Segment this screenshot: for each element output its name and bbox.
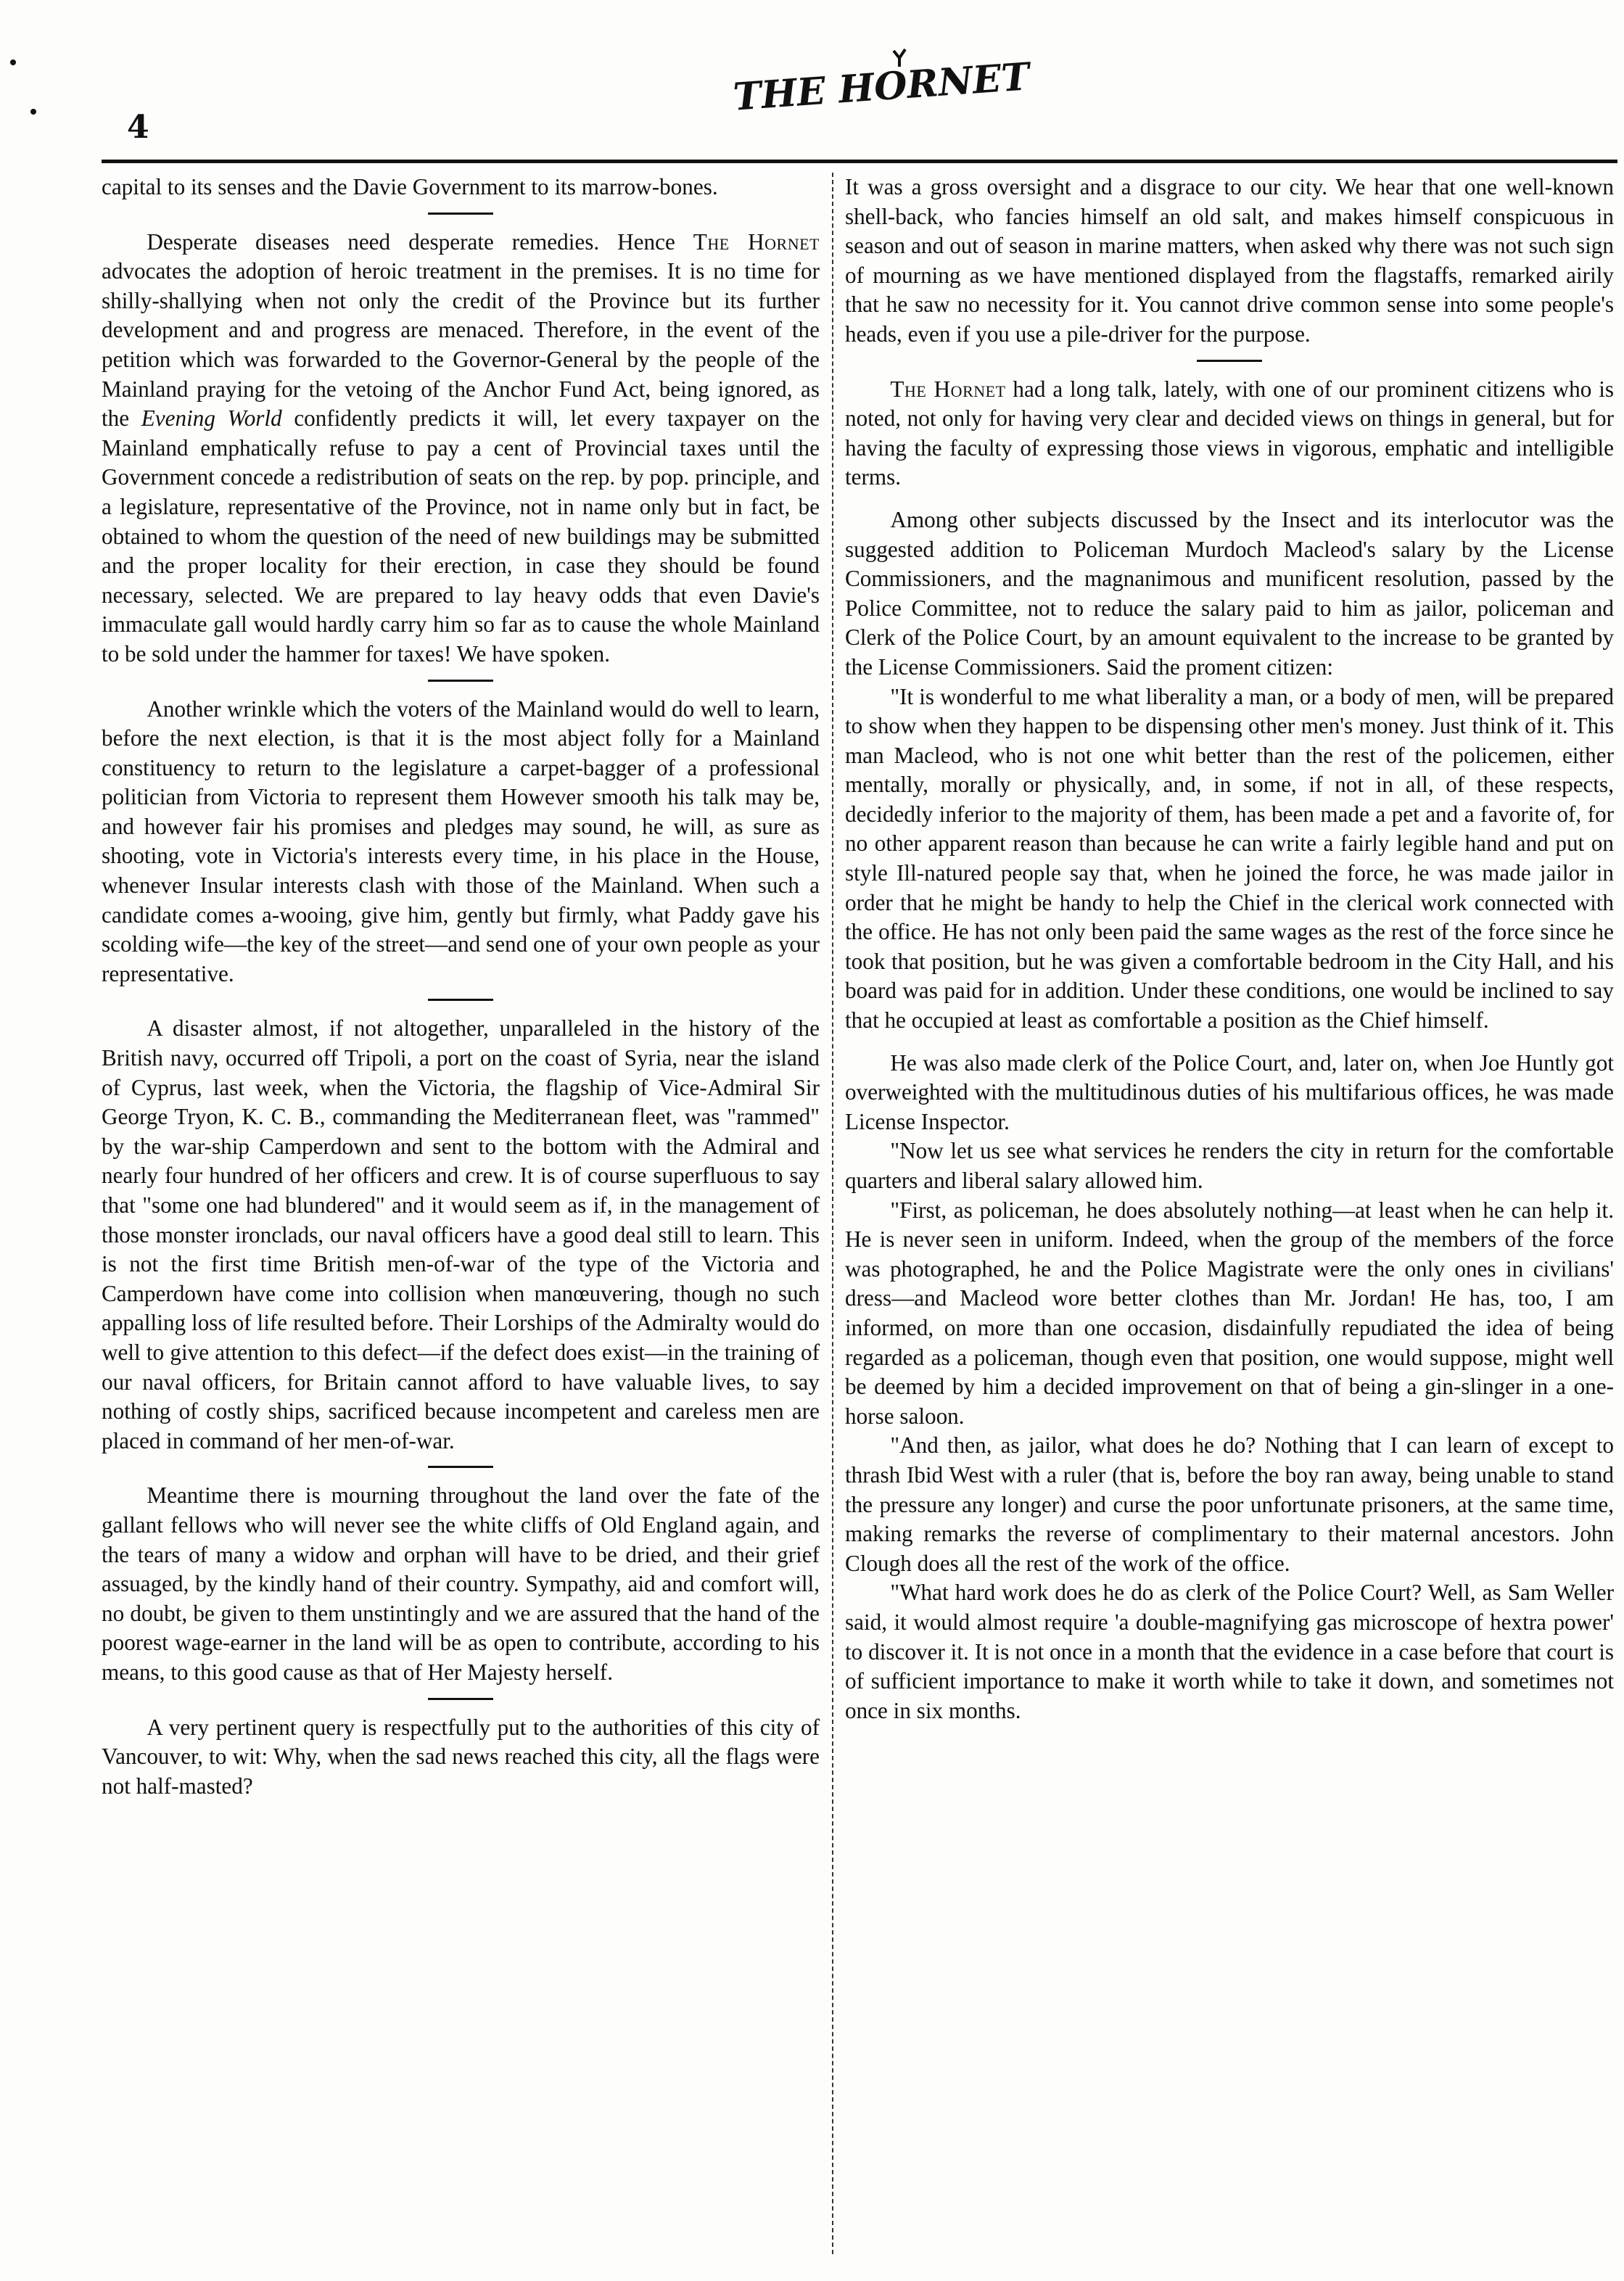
paragraph: Another wrinkle which the voters of the Mainland would do well to learn, before the next election, is that it is the most abject folly for a Mainland constituency to return to the legislature a carpet-bagger of a professional politician from Victoria to represent them However smooth his talk may be, and however fair his promises and pledges may sound, he will, as sure as shooting, vote in Victoria's interests every time, in his place in the House, whenever Insular interests clash with those of the Mainland. When such a candidate comes a-wooing, give him, gently but firmly, what Paddy gave his scolding wife—the key of the street—and send one of your own people as your representative. xyxy=(102,696,820,986)
left-column xyxy=(102,173,820,1801)
newspaper-title: Evening World xyxy=(141,405,282,432)
paragraph: It was a gross oversight and a disgrace to our city. We hear that one well-known shell-back, who fancies himself an old salt, and makes himself conspicuous in season and out of season in marine matters, when asked why there was not such sign of mourning as we have mentioned displayed from the flagstaffs, remarked airily that he saw no necessity for it. You cannot drive common sense into some people's heads, even if you use a pile-driver for the purpose. xyxy=(845,174,1614,347)
section-separator xyxy=(428,213,493,215)
svg-text:THE HORNET xyxy=(732,54,1034,120)
section-separator xyxy=(428,680,493,682)
paragraph: "First, as policeman, he does absolutely nothing—at least when he can help it. He is never seen in uniform. Indeed, when the group of the members of the force was photographed, he and the Police Magistrate were the only ones in civilians' dress—and Macleod wore better clothes than Mr. Jordan! He has, too, I am informed, on more than one occasion, disdainfully repudiated the idea of being regarded as a policeman, though even that position, one would suppose, might well be deemed by him a decided improvement on that of being a gin-slinger in a one-horse saloon. xyxy=(845,1197,1614,1429)
section-separator xyxy=(428,1466,493,1468)
paragraph: "And then, as jailor, what does he do? Nothing that I can learn of except to thrash Ibid West with a ruler (that is, before the boy ran away, being unable to stand the pressure any longer) and curse the poor unfortunate prisoners, at the same time, making remarks the reverse of complimentary to their maternal ancestors. John Clough does all the rest of the work of the office. xyxy=(845,1432,1614,1576)
publication-name: The Hornet xyxy=(890,376,1006,402)
column-divider xyxy=(832,173,833,2254)
paragraph: "What hard work does he do as clerk of the Police Court? Well, as Sam Weller said, it would almost require 'a double-magnifying gas microscope of hextra power' to discover it. It is not once in a month that the evidence in a case before that court is of sufficient importance to make it worth while to take it down, and sometimes not once in six months. xyxy=(845,1580,1614,1723)
paragraph: "Now let us see what services he renders the city in return for the comfortable quarters and liberal salary allowed him. xyxy=(845,1138,1614,1193)
paragraph: He was also made clerk of the Police Court, and, later on, when Joe Huntly got overweighted with the multitudinous duties of his multifarious offices, he was made License Inspector. xyxy=(845,1049,1614,1134)
right-column xyxy=(845,173,1614,1725)
paragraph: Desperate diseases need desperate remedies. Hence The Hornet advocates the adoption of heroic treatment in the premises. It is no time for shilly-shallying when not only the credit of the Province but its further development and and progress are menaced. Therefore, in the event of the petition which was forwarded to the Governor-General by the people of the Mainland praying for the vetoing of the Anchor Fund Act, being ignored, as the Evening World confidently predicts it will, let every taxpayer on the Mainland emphatically refuse to pay a cent of Provincial taxes until the Government concede a redistribution of seats on the rep. by pop. principle, and a legislature, representative of the Province, not in name only but in fact, be obtained to whom the question of the need of new buildings may be submitted and the proper locality for their erection, in case they should be found necessary, selected. We are prepared to lay heavy odds that even Davie's immaculate gall would hardly carry him so far as to cause the whole Mainland to be sold under the hammer for taxes! We have spoken. xyxy=(102,228,820,667)
paragraph: Among other subjects discussed by the Insect and its interlocutor was the suggested addition to Policeman Murdoch Macleod's salary by the License Commissioners, and the magnanimous and munificent resolution, passed by the Police Committee, not to reduce the salary paid to him as jailor, policeman and Clerk of the Police Court, by an amount equivalent to the increase to be granted by the License Commissioners. Said the proment citizen: xyxy=(845,506,1614,680)
paragraph: capital to its senses and the Davie Government to its marrow-bones. xyxy=(102,174,718,199)
masthead-logo-text: THE HORNET xyxy=(731,54,1031,120)
header-rule xyxy=(102,160,1617,163)
paragraph: "It is wonderful to me what liberality a man, or a body of men, will be prepared to show when they happen to be dispensing other men's money. Just think of it. This man Macleod, who is not one whit better than the rest of the policemen, either mentally, morally or physically, and, in some, if not in all, of these respects, decidedly inferior to the majority of them, has been made a pet and a favorite of, for no other apparent reason than because he can write a fairly legible hand and put on style Ill-natured people say that, when he joined the force, he was made jailor in order that he might be handy to help the Chief in the clerical work connected with the office. He has not only been paid the same wages as the rest of the force since he took that position, but he was given a comfortable bedroom in the City Hall, and his board was paid for in addition. Under these conditions, one would be inclined to say that he occupied at least as comfortable a position as the Chief himself. xyxy=(845,683,1614,1034)
page-number: 4 xyxy=(127,109,149,146)
speck-mark xyxy=(10,59,16,65)
section-separator xyxy=(428,999,493,1001)
masthead-logo xyxy=(725,36,1031,131)
speck-mark xyxy=(30,109,36,115)
paragraph: The Hornet had a long talk, lately, with one of our prominent citizens who is noted, not only for having very clear and decided views on things in general, but for having the faculty of expressing those views in vigorous, emphatic and intelligible terms. xyxy=(845,376,1614,490)
paragraph: A disaster almost, if not altogether, unparalleled in the history of the British navy, occurred off Tripoli, a port on the coast of Syria, near the island of Cyprus, last week, when the Victoria, the flagship of Vice-Admiral Sir George Tryon, K. C. B., commanding the Mediterranean fleet, was "rammed" by the war-ship Camperdown and sent to the bottom with the Admiral and nearly four hundred of her officers and crew. It is of course superfluous to say that "some one had blundered" and it would seem as if, in the management of those monster ironclads, our naval officers have a good deal still to learn. This is not the first time British men-of-war of the type of the Victoria and Camperdown have come into collision when manœuvering, though no such appalling loss of life resulted before. Their Lorships of the Admiralty would do well to give attention to this defect—if the defect does exist—in the training of our naval officers, for Britain cannot afford to have valuable lives, to say nothing of costly ships, sacrificed because incompetent and careless men are placed in command of her men-of-war. xyxy=(102,1015,820,1453)
paragraph: Meantime there is mourning throughout the land over the fate of the gallant fellows who will never see the white cliffs of Old England again, and the tears of many a widow and orphan will have to be dried, and their grief assuaged, by the kindly hand of their country. Sympathy, aid and comfort will, no doubt, be given to them unstintingly and we are assured that the hand of the poorest wage-earner in the land will be as open to contribute, according to his means, to this good cause as that of Her Majesty herself. xyxy=(102,1482,820,1685)
section-separator xyxy=(428,1698,493,1700)
publication-name: The Hornet xyxy=(693,228,820,255)
section-separator xyxy=(1197,360,1262,362)
paragraph: A very pertinent query is respectfully put to the authorities of this city of Vancouver, to wit: Why, when the sad news reached this city, all the flags were not half-masted? xyxy=(102,1714,820,1799)
